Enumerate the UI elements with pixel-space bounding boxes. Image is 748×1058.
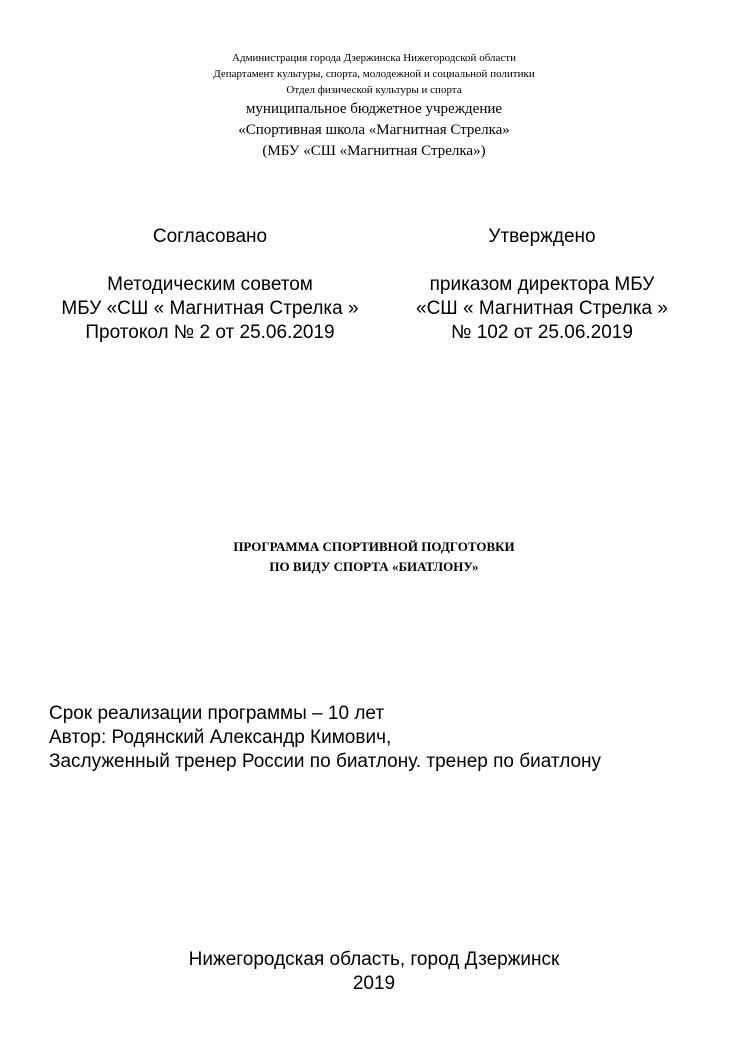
approval-agreed-line1: Методическим советом	[107, 274, 313, 295]
header-department: Департамент культуры, спорта, молодежной и социальной политики	[213, 68, 535, 80]
program-title-line1: ПРОГРАММА СПОРТИВНОЙ ПОДГОТОВКИ	[233, 539, 515, 554]
header-division: Отдел физической культуры и спорта	[286, 84, 462, 96]
approval-approved-title: Утверждено	[488, 226, 596, 247]
approval-agreed-line2: МБУ «СШ « Магнитная Стрелка »	[61, 298, 359, 319]
approval-approved-line1: приказом директора МБУ	[429, 274, 655, 295]
author-position: Заслуженный тренер России по биатлону. тренер по биатлону	[49, 751, 602, 772]
header-institution-type: муниципальное бюджетное учреждение	[245, 101, 503, 117]
program-title-line2: ПО ВИДУ СПОРТА «БИАТЛОНУ»	[269, 559, 479, 574]
header-institution-abbr: (МБУ «СШ «Магнитная Стрелка»)	[262, 143, 486, 159]
header-institution-name: «Спортивная школа «Магнитная Стрелка»	[238, 122, 510, 138]
approval-approved-line2: «СШ « Магнитная Стрелка »	[416, 298, 668, 319]
program-term: Срок реализации программы – 10 лет	[49, 703, 385, 724]
approval-approved-line3: № 102 от 25.06.2019	[451, 322, 633, 343]
approval-agreed-title: Согласовано	[152, 226, 268, 247]
header-administration: Администрация города Дзержинска Нижегородской области	[232, 52, 516, 64]
footer-year: 2019	[352, 973, 396, 994]
approval-agreed-line3: Протокол № 2 от 25.06.2019	[85, 322, 335, 343]
footer-place: Нижегородская область, город Дзержинск	[188, 949, 560, 970]
program-author: Автор: Родянский Александр Кимович,	[49, 727, 392, 748]
